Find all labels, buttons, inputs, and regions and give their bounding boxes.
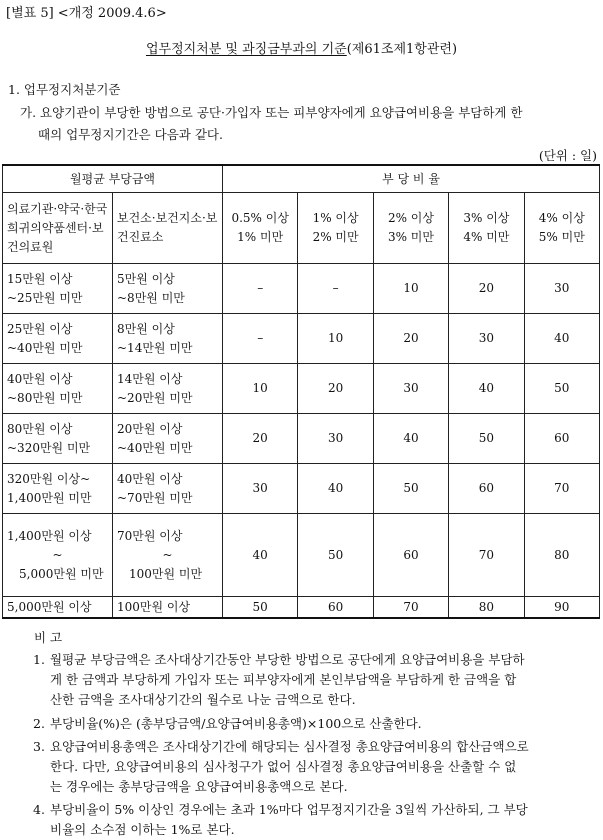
amount-cell-hospital: 1,400만원 이상 ~ 5,000만원 미만 xyxy=(3,514,113,597)
days-cell: 30 xyxy=(373,364,448,414)
amount-cell-hospital: 25만원 이상 ~40만원 미만 xyxy=(3,314,113,364)
days-cell: 50 xyxy=(223,597,298,619)
table-row xyxy=(3,464,600,514)
days-cell: 40 xyxy=(298,464,373,514)
days-cell: 80 xyxy=(524,514,599,597)
table-row xyxy=(3,314,600,364)
amount-cell-health-center: 100만원 이상 xyxy=(113,597,223,619)
days-cell: 70 xyxy=(524,464,599,514)
days-cell: 30 xyxy=(298,414,373,464)
days-cell: 10 xyxy=(298,314,373,364)
days-cell: 10 xyxy=(373,264,448,314)
attachment-header: [별표 5] <개정 2009.4.6> xyxy=(6,6,167,21)
days-cell: – xyxy=(298,264,373,314)
note-item: 1. 월평균 부당금액은 조사대상기간동안 부당한 방법으로 공단에게 요양급여비용을 부담하 게 한 금액과 부당하게 가입자 또는 피부양자에게 본인부담액을 부담하게 한 금액을 합 산한 금액을 조사대상기간의 월수로 나눈 금액으로 한다. xyxy=(33,652,525,707)
days-cell: 70 xyxy=(373,597,448,619)
paragraph-line: 때의 업무정지기간은 다음과 같다. xyxy=(38,127,223,142)
days-cell: 20 xyxy=(373,314,448,364)
days-cell: 40 xyxy=(223,514,298,597)
header-ratio-col: 0.5% 이상 1% 미만 xyxy=(223,193,298,264)
days-cell: 80 xyxy=(449,597,524,619)
table-row xyxy=(3,597,600,619)
days-cell: 50 xyxy=(524,364,599,414)
days-cell: 50 xyxy=(298,514,373,597)
amount-cell-health-center: 8만원 이상 ~14만원 미만 xyxy=(113,314,223,364)
header-ratio-col: 3% 이상 4% 미만 xyxy=(449,193,524,264)
amount-cell-health-center: 40만원 이상 ~70만원 미만 xyxy=(113,464,223,514)
header-ratio: 부 당 비 율 xyxy=(223,165,600,193)
paragraph-line: 가. 요양기관이 부당한 방법으로 공단·가입자 또는 피부양자에게 요양급여비용을 부담하게 한 xyxy=(20,105,523,120)
days-cell: 40 xyxy=(524,314,599,364)
header-hospital: 의료기관·약국·한국 희귀의약품센터·보 건의료원 xyxy=(3,193,113,264)
note-item: 2. 부당비율(%)은 (총부당금액/요양급여비용총액)×100으로 산출한다. xyxy=(33,716,422,731)
amount-cell-hospital: 320만원 이상~ 1,400만원 미만 xyxy=(3,464,113,514)
amount-cell-hospital: 40만원 이상 ~80만원 미만 xyxy=(3,364,113,414)
days-cell: 30 xyxy=(524,264,599,314)
days-cell: – xyxy=(223,264,298,314)
days-cell: 60 xyxy=(373,514,448,597)
document-title xyxy=(0,38,603,57)
days-cell: 70 xyxy=(449,514,524,597)
amount-cell-health-center: 20만원 이상 ~40만원 미만 xyxy=(113,414,223,464)
header-health-center: 보건소·보건지소·보 건진료소 xyxy=(113,193,223,264)
table-row xyxy=(3,414,600,464)
section-heading: 1. 업무정지처분기준 xyxy=(8,82,121,97)
days-cell: 40 xyxy=(373,414,448,464)
table-row xyxy=(3,364,600,414)
header-ratio-col: 1% 이상 2% 미만 xyxy=(298,193,373,264)
days-cell: – xyxy=(223,314,298,364)
note-item: 4. 부당비율이 5% 이상인 경우에는 초과 1%마다 업무정지기간을 3일씩 가산하되, 그 부당 비율의 소수점 이하는 1%로 본다. xyxy=(33,802,528,837)
note-item: 3. 요양급여비용총액은 조사대상기간에 해당되는 심사결정 총요양급여비용의 합산금액으로 한다. 다만, 요양급여비용의 심사청구가 없어 심사결정 총요양급여비용을 산출할 수 없 는 경우에는 총부당금액을 요양급여비용총액으로 본다. xyxy=(33,739,529,794)
amount-cell-hospital: 5,000만원 이상 xyxy=(3,597,113,619)
amount-cell-health-center: 70만원 이상 ~ 100만원 미만 xyxy=(113,514,223,597)
days-cell: 60 xyxy=(298,597,373,619)
days-cell: 60 xyxy=(449,464,524,514)
amount-cell-hospital: 80만원 이상 ~320만원 미만 xyxy=(3,414,113,464)
header-ratio-col: 4% 이상 5% 미만 xyxy=(524,193,599,264)
days-cell: 30 xyxy=(449,314,524,364)
days-cell: 60 xyxy=(524,414,599,464)
unit-label: (단위 : 일) xyxy=(538,148,597,163)
header-monthly-amount: 월평균 부당금액 xyxy=(3,165,223,193)
document-title-sub: (제61조제1항관련) xyxy=(346,42,458,57)
days-cell: 20 xyxy=(449,264,524,314)
days-cell: 30 xyxy=(223,464,298,514)
amount-cell-health-center: 14만원 이상 ~20만원 미만 xyxy=(113,364,223,414)
days-cell: 10 xyxy=(223,364,298,414)
days-cell: 50 xyxy=(373,464,448,514)
days-cell: 20 xyxy=(223,414,298,464)
header-ratio-col: 2% 이상 3% 미만 xyxy=(373,193,448,264)
document-title-main: 업무정지처분 및 과징금부과의 기준 xyxy=(145,42,347,57)
days-cell: 40 xyxy=(449,364,524,414)
days-cell: 50 xyxy=(449,414,524,464)
penalty-table xyxy=(2,164,600,619)
days-cell: 20 xyxy=(298,364,373,414)
notes-heading: 비 고 xyxy=(34,630,63,645)
table-row xyxy=(3,514,600,597)
days-cell: 90 xyxy=(524,597,599,619)
amount-cell-hospital: 15만원 이상 ~25만원 미만 xyxy=(3,264,113,314)
amount-cell-health-center: 5만원 이상 ~8만원 미만 xyxy=(113,264,223,314)
table-row xyxy=(3,264,600,314)
